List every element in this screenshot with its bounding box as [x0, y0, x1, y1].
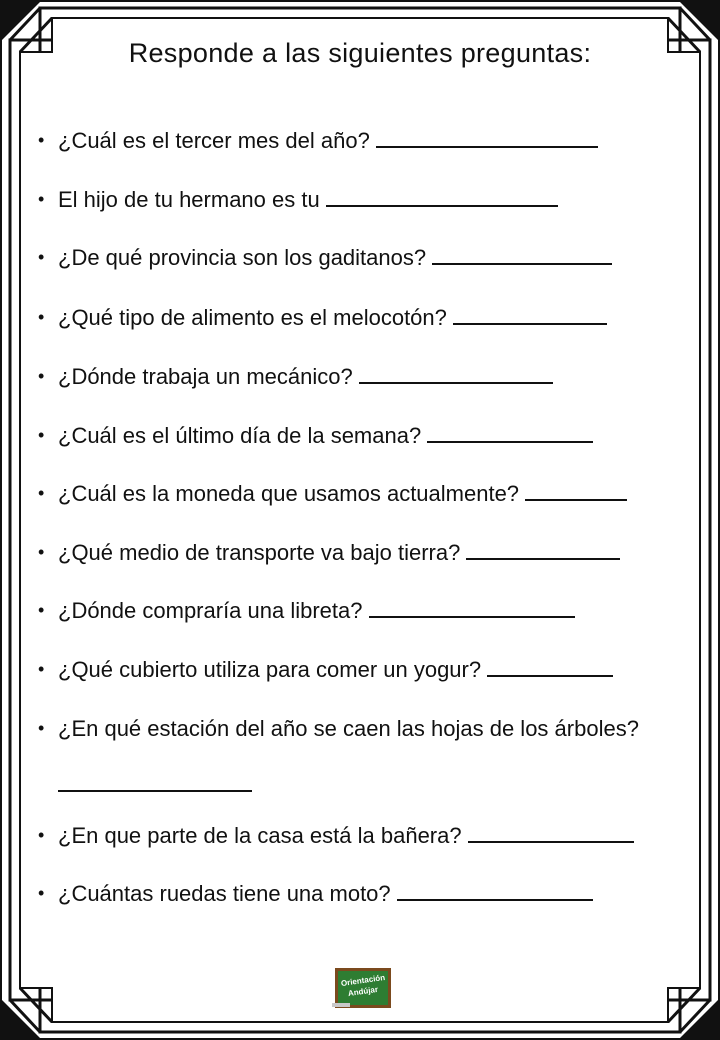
- bullet: •: [38, 483, 45, 503]
- answer-blank[interactable]: [359, 364, 553, 384]
- question-item: [38, 423, 690, 449]
- question-text: ¿Cuál es el tercer mes del año?: [58, 128, 370, 153]
- question-item: [38, 305, 690, 331]
- question-text: ¿Cuántas ruedas tiene una moto?: [58, 881, 391, 906]
- answer-blank[interactable]: [58, 772, 252, 792]
- bullet: •: [38, 883, 45, 903]
- answer-blank[interactable]: [376, 128, 598, 148]
- question-text: ¿En qué estación del año se caen las hojas de los árboles?: [58, 716, 639, 741]
- logo-chalk-ledge: [332, 1003, 350, 1007]
- question-item: [38, 187, 690, 213]
- page-title: Responde a las siguientes preguntas:: [128, 38, 592, 68]
- answer-blank[interactable]: [326, 187, 558, 207]
- question-item: [38, 364, 690, 390]
- question-text: ¿De qué provincia son los gaditanos?: [58, 245, 427, 270]
- question-text: El hijo de tu hermano es tu: [58, 187, 320, 212]
- question-text: ¿Cuál es el último día de la semana?: [58, 423, 422, 448]
- question-item: [38, 598, 690, 624]
- question-text: ¿Dónde trabaja un mecánico?: [58, 364, 353, 389]
- bullet: •: [38, 366, 45, 386]
- question-text: ¿Qué medio de transporte va bajo tierra?: [58, 540, 461, 565]
- question-item: [38, 823, 690, 849]
- answer-blank[interactable]: [427, 423, 593, 443]
- answer-blank[interactable]: [466, 540, 620, 560]
- bullet: •: [38, 542, 45, 562]
- bullet: •: [38, 425, 45, 445]
- bullet: •: [38, 247, 45, 267]
- question-item: [38, 657, 690, 683]
- question-item: [38, 881, 690, 907]
- question-item: [38, 128, 690, 154]
- answer-blank[interactable]: [432, 245, 612, 265]
- question-item: [38, 481, 690, 507]
- question-text: ¿Qué cubierto utiliza para comer un yogur?: [58, 657, 482, 682]
- bullet: •: [38, 659, 45, 679]
- answer-blank[interactable]: [525, 481, 627, 501]
- question-item: [38, 540, 690, 566]
- logo-text-line2: Andújar: [347, 984, 379, 999]
- question-text: ¿Dónde compraría una libreta?: [58, 598, 363, 623]
- bullet: •: [38, 718, 45, 738]
- answer-line-continuation: [58, 772, 252, 797]
- answer-blank[interactable]: [468, 823, 634, 843]
- orientacion-andujar-logo: [335, 968, 391, 1008]
- answer-blank[interactable]: [487, 657, 613, 677]
- question-text: ¿Qué tipo de alimento es el melocotón?: [58, 305, 447, 330]
- question-item: [38, 245, 690, 271]
- bullet: •: [38, 130, 45, 150]
- question-text: ¿En que parte de la casa está la bañera?: [58, 823, 462, 848]
- question-item: [38, 716, 690, 742]
- logo-text-line1: Orientación: [340, 972, 386, 989]
- answer-blank[interactable]: [453, 305, 607, 325]
- question-text: ¿Cuál es la moneda que usamos actualmente?: [58, 481, 520, 506]
- bullet: •: [38, 600, 45, 620]
- bullet: •: [38, 307, 45, 327]
- answer-blank[interactable]: [369, 598, 575, 618]
- answer-blank[interactable]: [397, 881, 593, 901]
- bullet: •: [38, 825, 45, 845]
- bullet: •: [38, 189, 45, 209]
